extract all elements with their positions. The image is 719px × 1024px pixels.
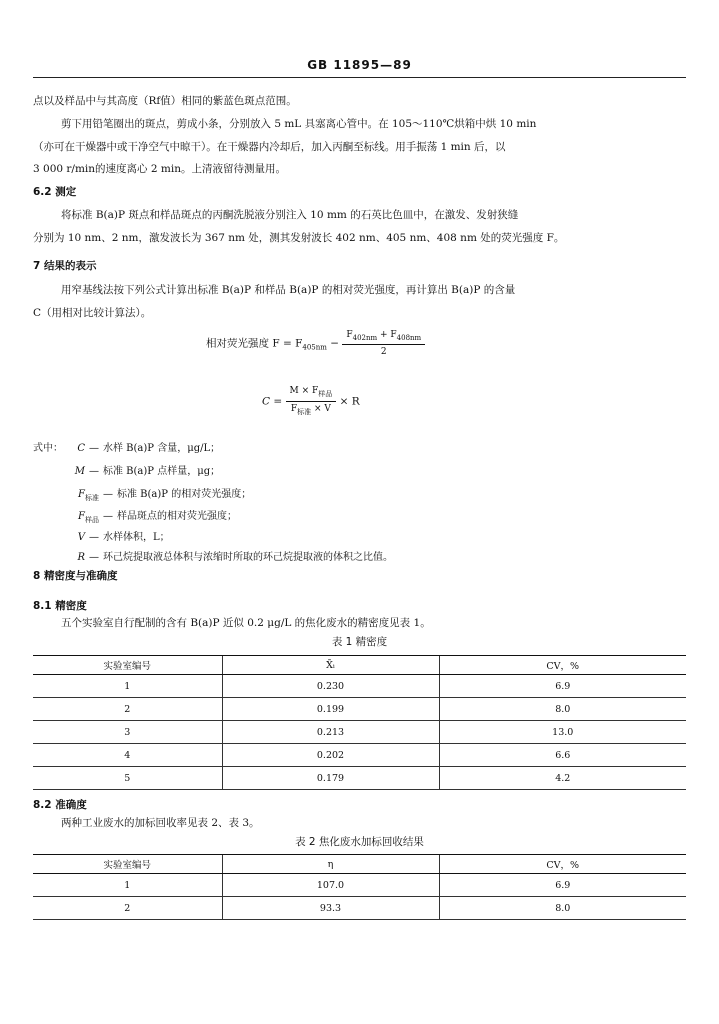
definition-item	[33, 507, 237, 525]
table-cell: 0.199	[222, 698, 439, 721]
definition-dash: —	[103, 511, 113, 522]
definition-symbol: F	[78, 511, 85, 522]
definition-dash: —	[89, 552, 99, 563]
table-cell: 2	[33, 698, 222, 721]
table-cell: 6.6	[439, 744, 686, 767]
table-header-cell: CV，%	[439, 855, 686, 874]
table-cell: 0.230	[222, 675, 439, 698]
table2-caption: 表 2 焦化废水加标回收结果	[295, 836, 424, 848]
definition-item	[33, 462, 220, 479]
definition-item	[33, 439, 220, 456]
para-line: 将标准 B(a)P 斑点和样品斑点的丙酮洗脱液分别注入 10 mm 的石英比色皿中，在激发、发射狭缝	[61, 209, 519, 221]
para-line: 用窄基线法按下列公式计算出标准 B(a)P 和样品 B(a)P 的相对荧光强度，再计算出 B(a)P 的含量	[61, 284, 516, 296]
formula-content	[262, 386, 360, 417]
table-cell: 6.9	[439, 675, 686, 698]
table-header-cell: CV，%	[439, 656, 686, 675]
standard-code: GB 11895—89	[307, 58, 412, 72]
table-cell: 0.213	[222, 721, 439, 744]
header-rule	[33, 77, 686, 78]
table-row	[33, 675, 686, 698]
fraction-numerator: $F_{402nm} + F_{408nm}$	[342, 330, 425, 345]
fraction-denominator: $F_{标准} \times V$	[290, 403, 331, 416]
table-cell: 0.202	[222, 744, 439, 767]
section-heading-7: 7 结果的表示	[33, 260, 97, 272]
formula-op: −	[326, 337, 343, 350]
formula-sub: 405nm	[302, 343, 327, 352]
section-heading-8-2: 8.2 准确度	[33, 799, 87, 811]
table-cell: 5	[33, 767, 222, 790]
table-cell: 8.0	[439, 698, 686, 721]
table-cell: 1	[33, 874, 222, 897]
definition-dash: —	[89, 443, 99, 454]
table-row	[33, 767, 686, 790]
fraction	[342, 330, 425, 357]
fraction-denominator: 2	[380, 346, 387, 357]
definition-item	[33, 528, 170, 545]
para-line: 剪下用铅笔圈出的斑点，剪成小条，分别放入 5 mL 具塞离心管中。在 105～110℃烘箱中烘 10 min	[61, 118, 537, 130]
definition-text: 水样体积，L；	[103, 532, 170, 543]
definition-item	[33, 548, 393, 565]
para-line: 点以及样品中与其高度（Rf值）相同的紫蓝色斑点范围。	[33, 95, 297, 107]
table-header-cell: 实验室编号	[33, 855, 222, 874]
table-cell: 1	[33, 675, 222, 698]
table-row	[33, 744, 686, 767]
table-header-cell: η	[222, 855, 439, 874]
table-row	[33, 874, 686, 897]
table-cell: 3	[33, 721, 222, 744]
fraction	[286, 386, 337, 417]
definition-text: 标准 B(a)P 的相对荧光强度；	[117, 489, 252, 500]
para-line: 3 000 r/min的速度离心 2 min。上清液留待测量用。	[33, 163, 286, 175]
formula-rhs: × R	[339, 395, 360, 408]
formula-lhs: 相对荧光强度 F = F	[206, 337, 303, 350]
definition-dash: —	[103, 489, 113, 500]
table-cell: 2	[33, 897, 222, 920]
definition-symbol-sub: 标准	[85, 494, 99, 502]
table-cell: 93.3	[222, 897, 439, 920]
definition-text: 环己烷提取液总体积与浓缩时所取的环己烷提取液的体积之比值。	[103, 552, 393, 563]
table-cell: 8.0	[439, 897, 686, 920]
para-line: （亦可在干燥器中或干净空气中晾干）。在干燥器内冷却后，加入丙酮至标线。用手振荡 1 min 后，以	[33, 141, 506, 153]
table-header-cell: 实验室编号	[33, 656, 222, 675]
definition-text: 水样 B(a)P 含量，μg/L；	[103, 443, 221, 454]
definition-symbol: R	[77, 552, 85, 563]
table-cell: 4	[33, 744, 222, 767]
formula-lhs: C =	[262, 395, 286, 408]
definitions-intro: 式中：	[33, 443, 63, 454]
fraction-numerator: $M \times F_{样品}$	[286, 386, 337, 402]
section-heading-6-2: 6.2 测定	[33, 186, 77, 198]
table-row	[33, 698, 686, 721]
definition-symbol: M	[74, 466, 85, 477]
para-line: 两种工业废水的加标回收率见表 2、表 3。	[61, 817, 260, 829]
table1-caption: 表 1 精密度	[331, 636, 388, 648]
definition-dash: —	[89, 532, 99, 543]
definition-dash: —	[89, 466, 99, 477]
table-cell: 13.0	[439, 721, 686, 744]
definition-symbol: V	[77, 532, 85, 543]
table-row	[33, 721, 686, 744]
section-heading-8-1: 8.1 精密度	[33, 600, 87, 612]
definition-text: 标准 B(a)P 点样量，μg；	[103, 466, 221, 477]
table-header-cell: X̄ᵢ	[222, 656, 439, 675]
table-cell: 6.9	[439, 874, 686, 897]
table2	[33, 854, 686, 920]
definition-text: 样品斑点的相对荧光强度；	[117, 511, 237, 522]
definition-symbol: F	[78, 489, 85, 500]
para-line: 五个实验室自行配制的含有 B(a)P 近似 0.2 μg/L 的焦化废水的精密度见表 1。	[61, 617, 431, 629]
para-line: C（用相对比较计算法）。	[33, 307, 152, 319]
table-row	[33, 897, 686, 920]
definition-item	[33, 485, 251, 503]
para-line: 分别为 10 nm、2 nm，激发波长为 367 nm 处，测其发射波长 402 nm、405 nm、408 nm 处的荧光强度 F。	[33, 232, 565, 244]
section-heading-8: 8 精密度与准确度	[33, 570, 118, 582]
table-cell: 0.179	[222, 767, 439, 790]
definition-symbol-sub: 样品	[85, 516, 99, 524]
table1	[33, 655, 686, 790]
definition-symbol: C	[77, 443, 85, 454]
table-cell: 107.0	[222, 874, 439, 897]
table-cell: 4.2	[439, 767, 686, 790]
formula-relative-fluorescence	[206, 330, 425, 357]
